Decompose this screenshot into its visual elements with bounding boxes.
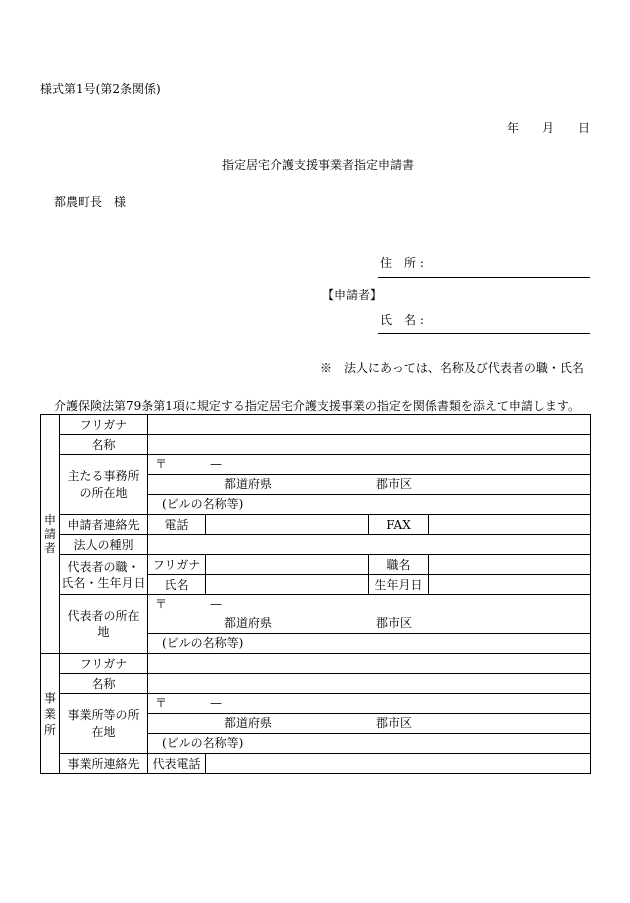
date-year: 年: [507, 121, 520, 135]
rep-birth-label: 生年月日: [369, 575, 429, 595]
postal-mark: 〒: [155, 457, 168, 471]
office-furigana-label: フリガナ: [60, 654, 148, 674]
rep-position-field[interactable]: [429, 555, 591, 575]
addressee: 都農町長 様: [54, 195, 127, 209]
rep-furigana-label: フリガナ: [148, 555, 206, 575]
name-field[interactable]: [148, 435, 591, 455]
postal-mark: 〒: [155, 696, 168, 710]
corporate-note: ※ 法人にあっては、名称及び代表者の職・氏名: [320, 361, 584, 375]
prefecture-label: 都道府県: [224, 616, 273, 630]
postal-mark: 〒: [155, 597, 168, 611]
prefecture-label: 都道府県: [224, 477, 273, 491]
rep-address-label: 代表者の所在 地: [60, 595, 148, 654]
contact-label: 申請者連絡先: [60, 515, 148, 535]
date-month: 月: [542, 121, 555, 135]
city-label: 郡市区: [376, 616, 413, 630]
name-label-cell: 名称: [60, 435, 148, 455]
main-office-postal-row[interactable]: [148, 455, 591, 475]
office-furigana-field[interactable]: [148, 654, 591, 674]
city-label: 郡市区: [376, 716, 413, 730]
office-phone-field[interactable]: [206, 754, 591, 774]
office-region-row[interactable]: [148, 714, 591, 734]
page-title: 指定居宅介護支援事業者指定申請書: [222, 158, 415, 172]
postal-dash: —: [210, 457, 222, 471]
office-postal-row[interactable]: [148, 694, 591, 714]
building-label: (ビルの名称等): [162, 497, 244, 511]
main-office-region-row[interactable]: [148, 475, 591, 495]
fax-field[interactable]: [429, 515, 591, 535]
city-label: 郡市区: [376, 477, 413, 491]
furigana-label: フリガナ: [60, 415, 148, 435]
rep-furigana-field[interactable]: [206, 555, 369, 575]
representative-label: 代表者の職・ 氏名・生年月日: [60, 555, 148, 595]
office-address-label: 事業所等の所 在地: [60, 694, 148, 754]
office-building-row[interactable]: [148, 734, 591, 754]
office-name-field[interactable]: [148, 674, 591, 694]
furigana-field[interactable]: [148, 415, 591, 435]
rep-name-label: 氏名: [148, 575, 206, 595]
applicant-label: 【申請者】: [322, 288, 383, 302]
name-line[interactable]: [378, 333, 590, 334]
building-label: (ビルの名称等): [162, 636, 244, 650]
address-label: 住 所 :: [380, 256, 424, 270]
date-day: 日: [578, 121, 591, 135]
form-number: 様式第1号(第2条関係): [40, 82, 161, 96]
rep-position-label: 職名: [369, 555, 429, 575]
office-phone-label: 代表電話: [148, 754, 206, 774]
rep-address-postal-row[interactable]: [148, 595, 591, 634]
main-office-label: 主たる事務所 の所在地: [60, 455, 148, 515]
statement: 介護保険法第79条第1項に規定する指定居宅介護支援事業の指定を関係書類を添えて申請します。: [54, 399, 580, 413]
rep-name-field[interactable]: [206, 575, 369, 595]
phone-label: 電話: [148, 515, 206, 535]
fax-label: FAX: [369, 515, 429, 535]
applicant-side-label: 申請者: [41, 415, 60, 654]
corp-type-field[interactable]: [148, 535, 591, 555]
postal-dash: —: [210, 696, 222, 710]
phone-field[interactable]: [206, 515, 369, 535]
application-table: [40, 414, 591, 774]
office-name-label: 名称: [60, 674, 148, 694]
office-contact-label: 事業所連絡先: [60, 754, 148, 774]
corp-type-label: 法人の種別: [60, 535, 148, 555]
address-line[interactable]: [378, 277, 590, 278]
postal-dash: —: [210, 597, 222, 611]
main-office-building-row[interactable]: [148, 495, 591, 515]
prefecture-label: 都道府県: [224, 716, 273, 730]
name-label: 氏 名 :: [380, 313, 424, 327]
rep-address-building-row[interactable]: [148, 634, 591, 654]
building-label: (ビルの名称等): [162, 736, 244, 750]
rep-birth-field[interactable]: [429, 575, 591, 595]
office-side-label: 事業所: [41, 654, 60, 774]
